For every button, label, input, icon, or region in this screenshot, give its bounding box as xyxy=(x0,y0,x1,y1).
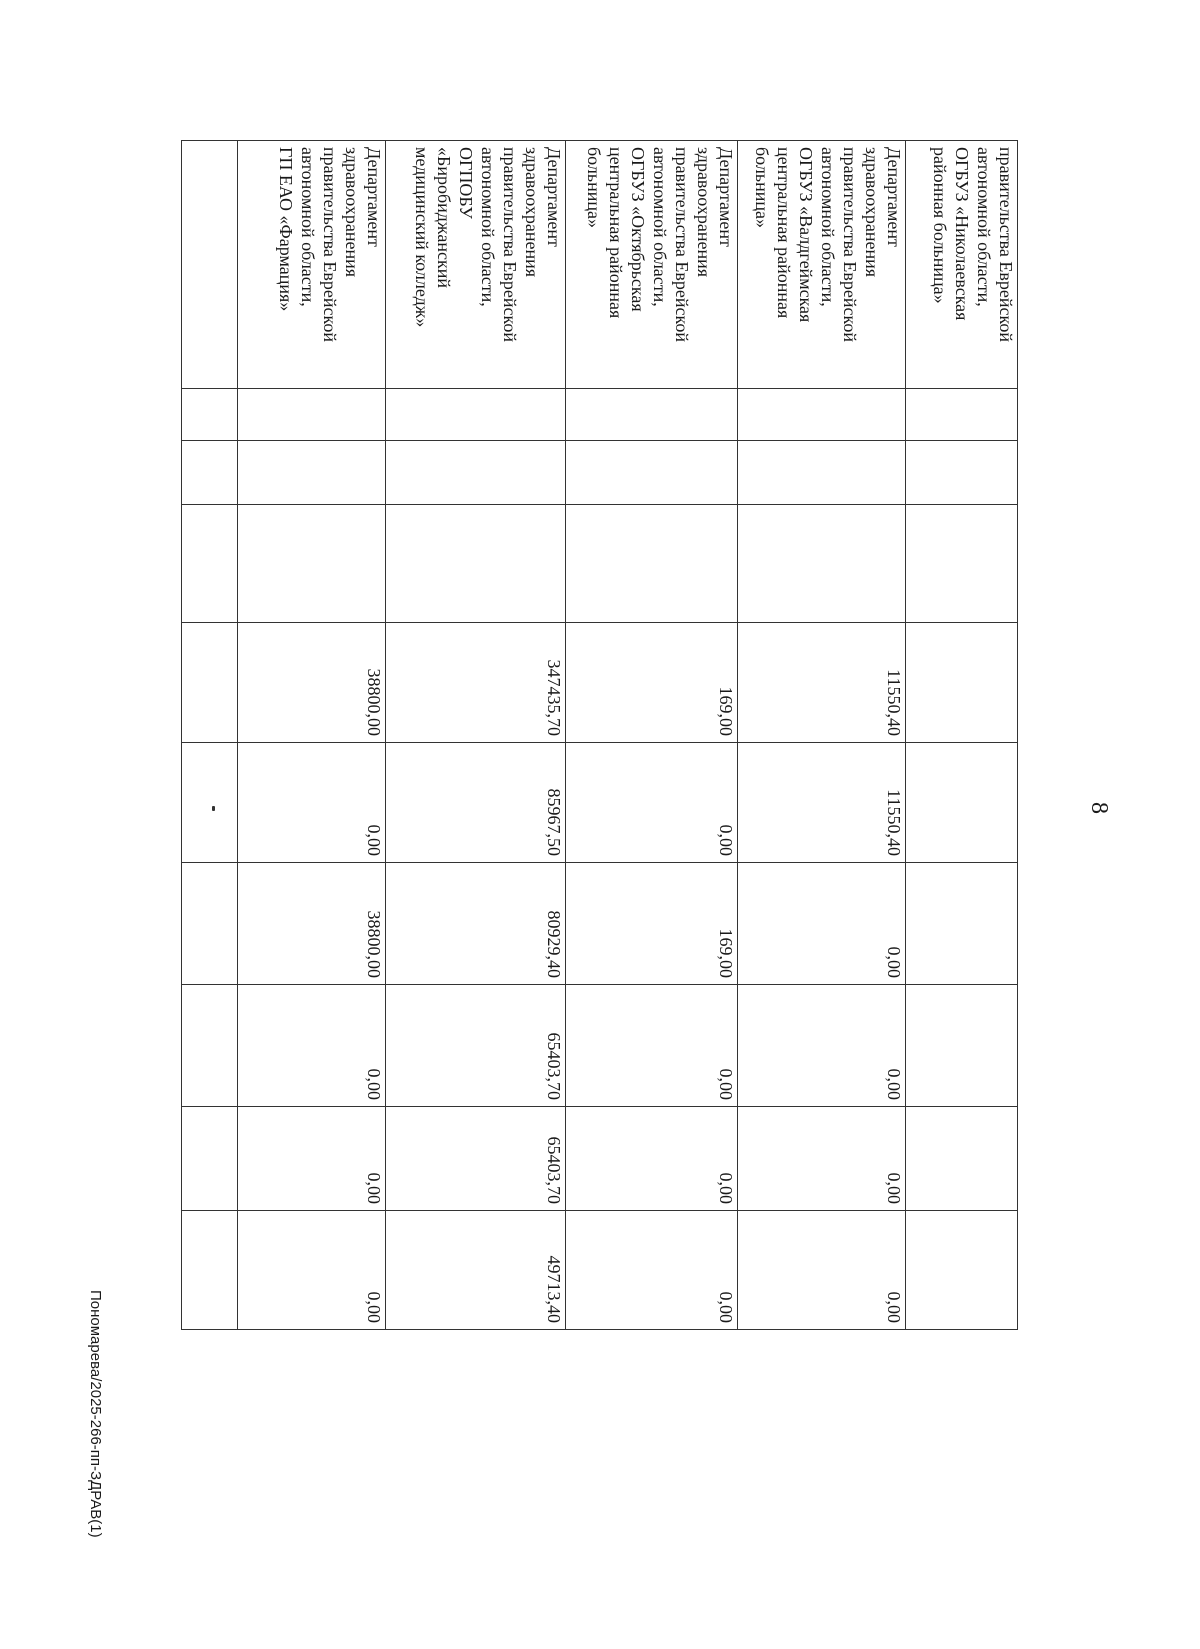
empty-cell xyxy=(182,1211,238,1330)
empty-cell xyxy=(182,1107,238,1211)
recipient-line: ОГБУЗ «Николаевская xyxy=(952,147,972,321)
recipient-line: районная больница» xyxy=(930,147,950,304)
empty-cell xyxy=(566,389,738,441)
amount-cell: 80929,40 xyxy=(386,863,566,985)
amount-cell: 347435,70 xyxy=(386,623,566,743)
recipient-line: автономной области, xyxy=(974,147,994,307)
recipient-line: автономной области, xyxy=(298,147,318,307)
recipient-line: правительства Еврейской xyxy=(840,147,860,342)
recipient-cell xyxy=(906,141,1018,389)
empty-cell xyxy=(238,389,386,441)
amount-cell: 169,00 xyxy=(566,863,738,985)
amount-cell: 0,00 xyxy=(738,1107,906,1211)
recipient-line: центральная районная xyxy=(774,147,794,319)
amount-cell: 65403,70 xyxy=(386,985,566,1107)
empty-cell xyxy=(906,389,1018,441)
recipient-line: больница» xyxy=(752,147,772,228)
table-row xyxy=(566,141,738,1330)
amount-cell: 0,00 xyxy=(566,985,738,1107)
recipient-line: ОГБУЗ «Октябрьская xyxy=(628,147,648,312)
empty-cell xyxy=(182,441,238,505)
empty-cell xyxy=(906,441,1018,505)
amount-cell: 38800,00 xyxy=(238,863,386,985)
amount-cell xyxy=(906,985,1018,1107)
recipient-line: ОГПОБУ xyxy=(456,147,476,219)
empty-cell xyxy=(182,863,238,985)
recipient-line: правительства Еврейской xyxy=(320,147,340,342)
recipient-line: больница» xyxy=(584,147,604,228)
amount-cell: 49713,40 xyxy=(386,1211,566,1330)
amount-cell xyxy=(906,863,1018,985)
recipient-line: здравоохранения xyxy=(522,147,542,278)
empty-cell xyxy=(738,389,906,441)
empty-cell xyxy=(386,441,566,505)
empty-cell xyxy=(182,623,238,743)
empty-cell xyxy=(738,505,906,623)
amount-cell: 0,00 xyxy=(738,863,906,985)
funding-table xyxy=(181,140,1018,1330)
amount-cell: 0,00 xyxy=(738,1211,906,1330)
recipient-line: автономной области, xyxy=(818,147,838,307)
empty-cell xyxy=(238,505,386,623)
recipient-cell xyxy=(238,141,386,389)
amount-cell: 0,00 xyxy=(566,743,738,863)
amount-cell xyxy=(906,1107,1018,1211)
recipient-line: здравоохранения xyxy=(342,147,362,278)
recipient-line: правительства Еврейской xyxy=(996,147,1016,342)
amount-cell: 0,00 xyxy=(238,743,386,863)
recipient-line: правительства Еврейской xyxy=(500,147,520,342)
recipient-line: Департамент xyxy=(884,147,904,247)
empty-cell xyxy=(906,505,1018,623)
recipient-cell xyxy=(386,141,566,389)
recipient-line: правительства Еврейской xyxy=(672,147,692,342)
amount-cell: 85967,50 xyxy=(386,743,566,863)
amount-cell xyxy=(906,623,1018,743)
empty-cell xyxy=(566,505,738,623)
page-number: 8 xyxy=(1086,802,1112,814)
ink-dot xyxy=(212,806,215,811)
amount-cell: 169,00 xyxy=(566,623,738,743)
recipient-line: «Биробиджанский xyxy=(434,147,454,288)
table-row xyxy=(906,141,1018,1330)
recipient-line: автономной области, xyxy=(478,147,498,307)
amount-cell: 0,00 xyxy=(566,1211,738,1330)
table-body xyxy=(182,141,1018,1330)
amount-cell: 0,00 xyxy=(566,1107,738,1211)
empty-cell xyxy=(738,441,906,505)
table-row xyxy=(238,141,386,1330)
empty-cell xyxy=(182,141,238,389)
amount-cell: 0,00 xyxy=(738,985,906,1107)
recipient-line: Департамент xyxy=(716,147,736,247)
recipient-line: ГП ЕАО «Фармация» xyxy=(276,147,296,312)
amount-cell: 11550,40 xyxy=(738,623,906,743)
amount-cell: 0,00 xyxy=(238,1107,386,1211)
amount-cell: 11550,40 xyxy=(738,743,906,863)
table-row xyxy=(386,141,566,1330)
amount-cell: 0,00 xyxy=(238,1211,386,1330)
table-row xyxy=(738,141,906,1330)
empty-cell xyxy=(182,505,238,623)
amount-cell: 38800,00 xyxy=(238,623,386,743)
recipient-line: автономной области, xyxy=(650,147,670,307)
recipient-cell xyxy=(566,141,738,389)
empty-cell xyxy=(182,389,238,441)
footer-reference: Пономарева/2025-266-пп-ЗДРАВ(1) xyxy=(87,1290,104,1538)
recipient-line: Департамент xyxy=(544,147,564,247)
amount-cell: 65403,70 xyxy=(386,1107,566,1211)
empty-cell xyxy=(182,985,238,1107)
recipient-line: медицинский колледж» xyxy=(412,147,432,328)
amount-cell xyxy=(906,743,1018,863)
amount-cell xyxy=(906,1211,1018,1330)
recipient-line: Департамент xyxy=(364,147,384,247)
empty-cell xyxy=(238,441,386,505)
empty-cell xyxy=(182,743,238,863)
recipient-line: здравоохранения xyxy=(694,147,714,278)
recipient-cell xyxy=(738,141,906,389)
recipient-line: центральная районная xyxy=(606,147,626,319)
amount-cell: 0,00 xyxy=(238,985,386,1107)
recipient-line: здравоохранения xyxy=(862,147,882,278)
empty-cell xyxy=(386,389,566,441)
recipient-line: ОГБУЗ «Валдгеймская xyxy=(796,147,816,323)
table-row xyxy=(182,141,238,1330)
empty-cell xyxy=(386,505,566,623)
empty-cell xyxy=(566,441,738,505)
